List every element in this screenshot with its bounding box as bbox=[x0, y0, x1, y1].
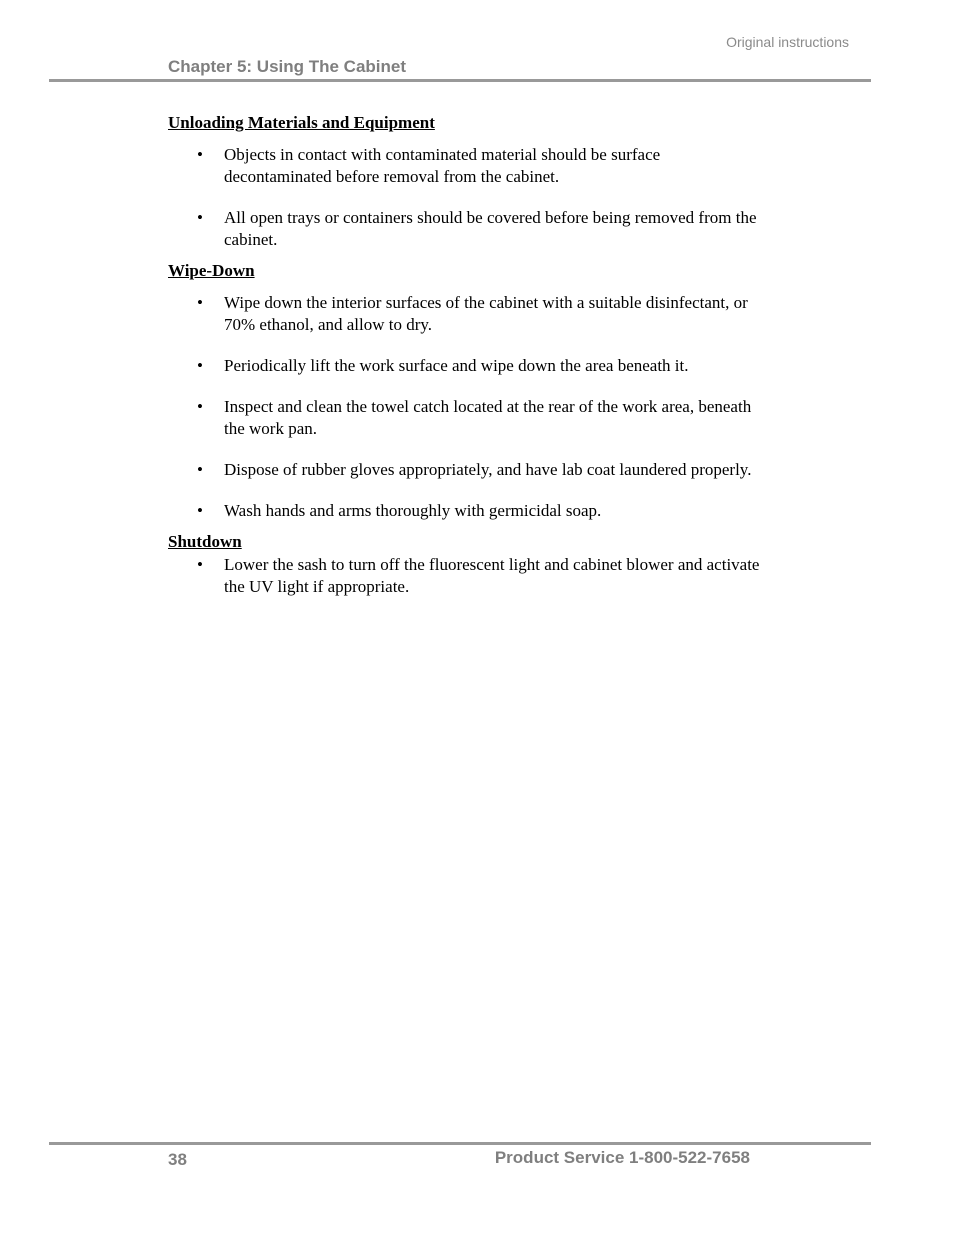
list-item-text: All open trays or containers should be covered before being removed from the cabinet. bbox=[224, 208, 757, 249]
bullet-icon: • bbox=[197, 356, 203, 375]
original-instructions-note: Original instructions bbox=[726, 34, 849, 50]
list-item-text: Dispose of rubber gloves appropriately, and have lab coat laundered properly. bbox=[224, 460, 752, 479]
bullet-icon: • bbox=[197, 293, 203, 312]
list-item-text: Inspect and clean the towel catch located at the rear of the work area, beneath the work pan. bbox=[224, 397, 752, 438]
bullet-icon: • bbox=[197, 397, 203, 416]
list-item-text: Periodically lift the work surface and wipe down the area beneath it. bbox=[224, 356, 689, 375]
footer-divider bbox=[49, 1142, 871, 1145]
bullet-icon: • bbox=[197, 208, 203, 227]
list-item-text: Objects in contact with contaminated material should be surface decontaminated before removal from the cabinet. bbox=[224, 145, 661, 186]
list-item bbox=[168, 554, 768, 598]
list-item bbox=[168, 207, 768, 251]
list-item bbox=[168, 144, 768, 188]
list-item-text: Lower the sash to turn off the fluorescent light and cabinet blower and activate the UV light if appropriate. bbox=[224, 555, 760, 596]
section-wipe-down bbox=[168, 260, 768, 522]
header-divider bbox=[49, 79, 871, 82]
chapter-title: Chapter 5: Using The Cabinet bbox=[168, 57, 407, 76]
list-item-text: Wipe down the interior surfaces of the cabinet with a suitable disinfectant, or 70% ethanol, and allow to dry. bbox=[224, 293, 748, 334]
list-item-text: Wash hands and arms thoroughly with germicidal soap. bbox=[224, 501, 602, 520]
bullet-list bbox=[168, 144, 768, 251]
section-unloading bbox=[168, 112, 768, 251]
bullet-list bbox=[168, 292, 768, 522]
section-heading: Unloading Materials and Equipment bbox=[168, 113, 435, 132]
list-item bbox=[168, 292, 768, 336]
bullet-icon: • bbox=[197, 501, 203, 520]
bullet-icon: • bbox=[197, 145, 203, 164]
section-heading: Wipe-Down bbox=[168, 261, 255, 280]
product-service-phone: Product Service 1-800-522-7658 bbox=[494, 1148, 750, 1167]
section-shutdown bbox=[168, 531, 768, 598]
list-item bbox=[168, 355, 768, 377]
bullet-icon: • bbox=[197, 555, 203, 574]
page-content bbox=[168, 112, 768, 607]
list-item bbox=[168, 500, 768, 522]
list-item bbox=[168, 396, 768, 440]
list-item bbox=[168, 459, 768, 481]
section-heading: Shutdown bbox=[168, 532, 242, 551]
bullet-icon: • bbox=[197, 460, 203, 479]
bullet-list bbox=[168, 554, 768, 598]
page-number: 38 bbox=[168, 1150, 187, 1169]
